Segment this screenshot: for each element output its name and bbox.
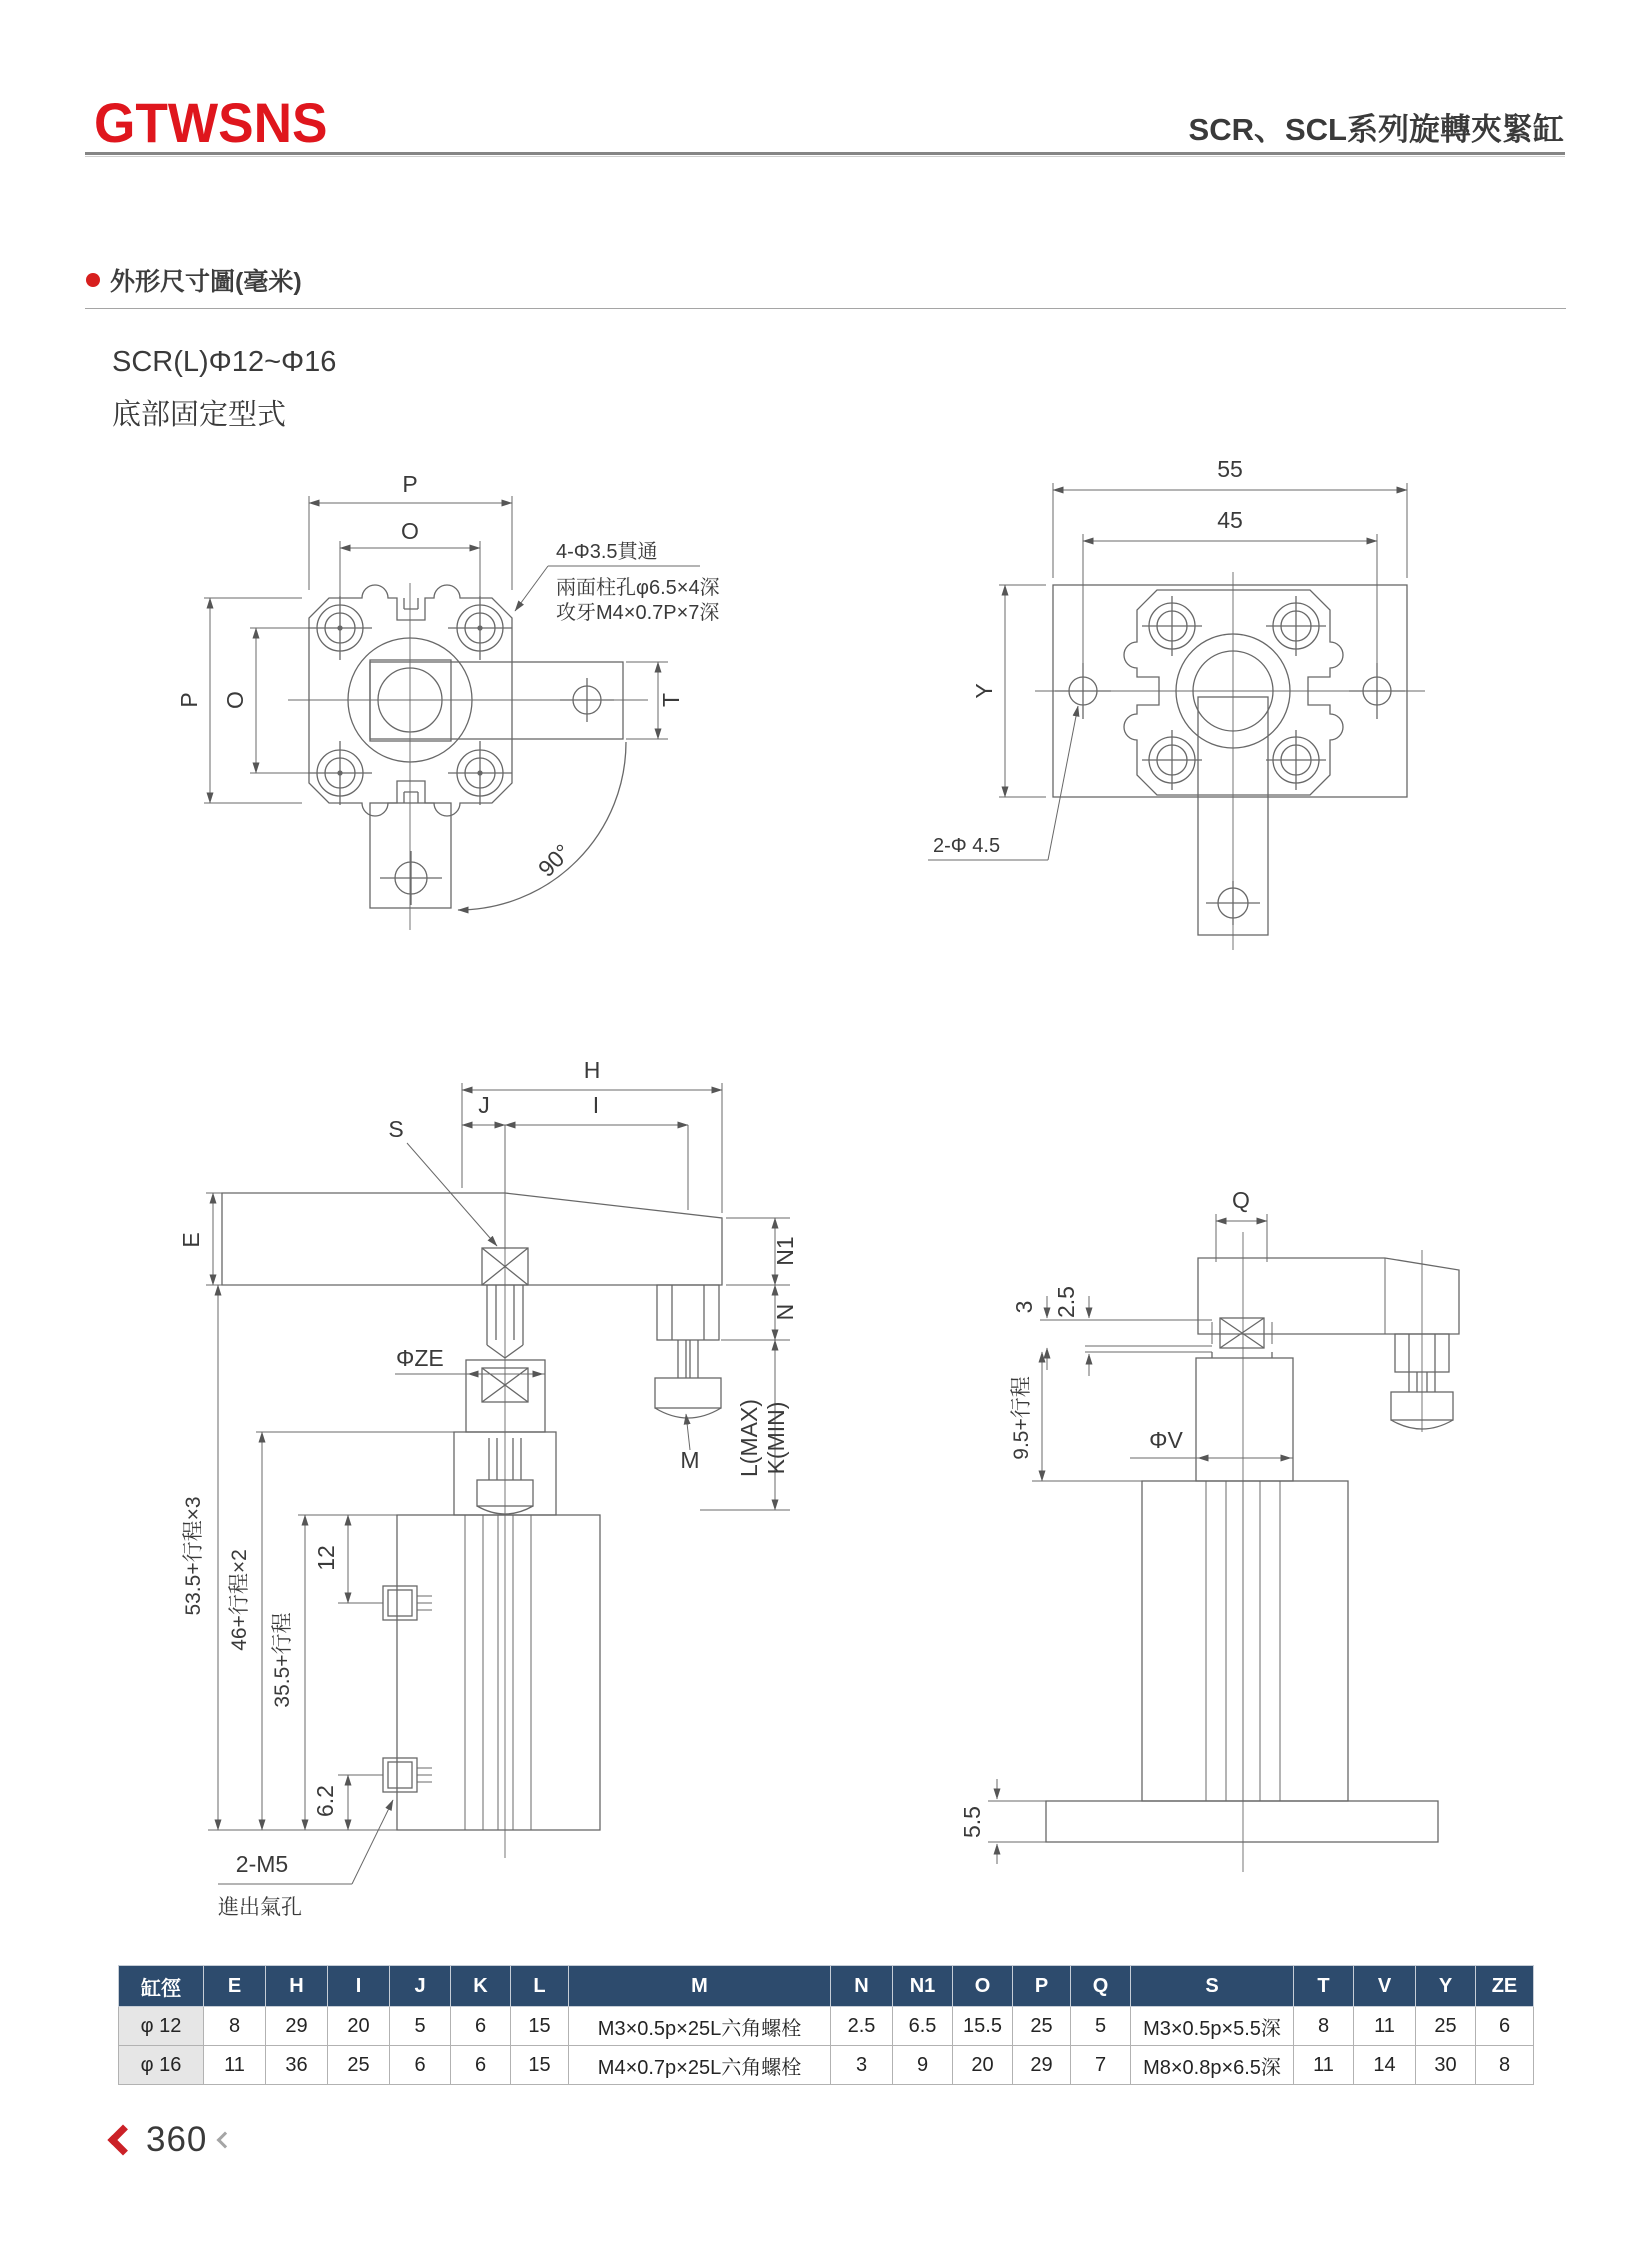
dim-label-e: E (178, 1232, 204, 1248)
dim-label-v: ΦV (1149, 1427, 1183, 1453)
header-cell: M (569, 1966, 831, 2007)
dim-label-o-left: O (222, 691, 248, 709)
table-cell: 36 (266, 2046, 328, 2085)
dim-label-53-stroke: 53.5+行程×3 (182, 1496, 205, 1616)
table-cell: 6 (451, 2007, 511, 2046)
table-cell: 8 (1476, 2046, 1534, 2085)
table-cell: 8 (1294, 2007, 1354, 2046)
header-cell: J (390, 1966, 451, 2007)
header-cell: S (1131, 1966, 1294, 2007)
dim-label-j: J (478, 1092, 490, 1118)
back-chevron-icon (107, 2124, 138, 2155)
table-cell: φ 16 (119, 2046, 204, 2085)
dim-label-46-stroke: 46+行程×2 (228, 1549, 251, 1651)
header-cell: Q (1071, 1966, 1131, 2007)
header-cell: K (451, 1966, 511, 2007)
header-cell: E (204, 1966, 266, 2007)
table-cell: 29 (1013, 2046, 1071, 2085)
table-cell: 11 (1294, 2046, 1354, 2085)
table-cell: 15 (511, 2007, 569, 2046)
callout-hole-spec-3: 攻牙M4×0.7P×7深 (556, 602, 720, 624)
table-cell: 15 (511, 2046, 569, 2085)
header-cell: P (1013, 1966, 1071, 2007)
table-cell: 8 (204, 2007, 266, 2046)
dim-label-t: T (658, 692, 684, 708)
dim-label-n: N (772, 1303, 798, 1321)
top-view-labels (176, 471, 720, 882)
table-cell: 25 (1013, 2007, 1071, 2046)
callout-hole-spec-2: 兩面柱孔φ6.5×4深 (556, 577, 720, 599)
dim-label-35-stroke: 35.5+行程 (271, 1612, 294, 1708)
callout-ports-2: 進出氣孔 (218, 1896, 302, 1919)
dim-label-o-top: O (401, 518, 419, 544)
dim-label-ze: ΦZE (396, 1345, 444, 1371)
dim-label-90deg: 90° (532, 838, 576, 882)
dim-label-9-5-stroke: 9.5+行程 (1010, 1376, 1033, 1460)
table-cell: 6.5 (893, 2007, 953, 2046)
dim-label-55: 55 (1217, 456, 1243, 482)
page-title: SCR、SCL系列旋轉夾緊缸 (1188, 112, 1564, 147)
table-cell: 6 (451, 2046, 511, 2085)
table-cell: 9 (893, 2046, 953, 2085)
header-cell: N (831, 1966, 893, 2007)
header-cell: ZE (1476, 1966, 1534, 2007)
dim-label-6-2: 6.2 (312, 1785, 338, 1817)
table-cell: 2.5 (831, 2007, 893, 2046)
header-cell: T (1294, 1966, 1354, 2007)
dimension-table (118, 1965, 1534, 2085)
side-view-labels (178, 1057, 798, 1919)
dim-label-m: M (680, 1447, 700, 1473)
table-cell: 5 (390, 2007, 451, 2046)
table-cell: M8×0.8p×6.5深 (1131, 2046, 1294, 2085)
small-chevron-icon (217, 2132, 234, 2149)
table-cell: 11 (1354, 2007, 1416, 2046)
dim-label-l-max: L(MAX) (736, 1399, 762, 1477)
dim-label-q: Q (1232, 1187, 1250, 1213)
table-cell: 6 (390, 2046, 451, 2085)
table-cell: 3 (831, 2046, 893, 2085)
table-cell: 25 (1416, 2007, 1476, 2046)
header-cell: O (953, 1966, 1013, 2007)
table-cell: M3×0.5p×5.5深 (1131, 2007, 1294, 2046)
dim-label-45: 45 (1217, 507, 1243, 533)
dim-label-k-min: K(MIN) (763, 1401, 789, 1475)
dim-label-s: S (388, 1116, 404, 1142)
dim-label-n1: N1 (772, 1236, 798, 1266)
dim-label-12: 12 (313, 1545, 339, 1571)
table-cell: 15.5 (953, 2007, 1013, 2046)
table-header-row (119, 1966, 1534, 2007)
header-cell: L (511, 1966, 569, 2007)
table-row (119, 2046, 1534, 2085)
mount-type: 底部固定型式 (112, 399, 287, 431)
table-cell: 6 (1476, 2007, 1534, 2046)
page-footer (112, 2120, 231, 2160)
table-cell: 30 (1416, 2046, 1476, 2085)
page-number: 360 (146, 2120, 208, 2159)
dim-label-p-left: P (176, 692, 202, 708)
brand-logo: GTWSNS (94, 91, 328, 154)
dim-label-h: H (583, 1057, 601, 1083)
front-view-drawing (928, 483, 1425, 950)
callout-base-holes: 2-Φ 4.5 (933, 835, 1001, 857)
dim-label-i: I (592, 1092, 600, 1118)
table-cell: M3×0.5p×25L六角螺栓 (569, 2007, 831, 2046)
callout-hole-spec-1: 4-Φ3.5貫通 (556, 541, 658, 563)
table-cell: M4×0.7p×25L六角螺栓 (569, 2046, 831, 2085)
header-cell: N1 (893, 1966, 953, 2007)
table-cell: 7 (1071, 2046, 1131, 2085)
table-cell: 11 (204, 2046, 266, 2085)
dim-label-3: 3 (1011, 1300, 1037, 1314)
table-row (119, 2007, 1534, 2046)
table-cell: 29 (266, 2007, 328, 2046)
table-cell: 20 (328, 2007, 390, 2046)
model-code: SCR(L)Φ12~Φ16 (112, 346, 337, 378)
dim-label-p-top: P (402, 471, 418, 497)
header-cell: H (266, 1966, 328, 2007)
side-view-drawing (206, 1083, 790, 1884)
callout-ports-1: 2-M5 (235, 1851, 289, 1877)
dim-label-5-5: 5.5 (959, 1806, 985, 1838)
dim-label-y: Y (971, 683, 997, 699)
header-cell: 缸徑 (119, 1966, 204, 2007)
header-cell: I (328, 1966, 390, 2007)
header-cell: Y (1416, 1966, 1476, 2007)
table-cell: 5 (1071, 2007, 1131, 2046)
table-cell: 25 (328, 2046, 390, 2085)
table-cell: 20 (953, 2046, 1013, 2085)
table-cell: φ 12 (119, 2007, 204, 2046)
header-cell: V (1354, 1966, 1416, 2007)
table-cell: 14 (1354, 2046, 1416, 2085)
dim-label-2-5: 2.5 (1053, 1286, 1079, 1318)
section-title: 外形尺寸圖(毫米) (110, 268, 302, 296)
